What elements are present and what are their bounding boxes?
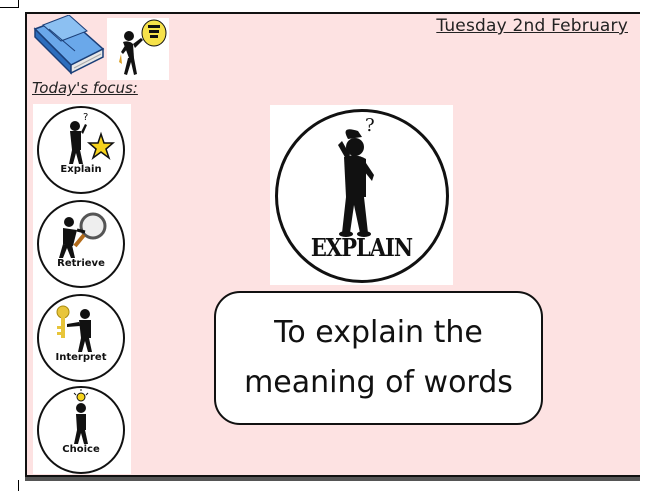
skill-choice (37, 386, 125, 474)
lesson-date: Tuesday 2nd February (436, 16, 628, 36)
magnifier-icon (37, 200, 125, 288)
svg-text:?: ? (365, 115, 375, 136)
skill-label: Retrieve (57, 258, 105, 269)
slide (25, 12, 640, 477)
skill-retrieve (37, 200, 125, 288)
book-icon (29, 15, 107, 79)
corner-mark-horizontal (0, 7, 18, 8)
key-icon (37, 294, 125, 382)
skills-strip (33, 104, 131, 474)
skill-label: Interpret (55, 352, 107, 363)
skill-interpret (37, 294, 125, 382)
todays-focus-label: Today's focus: (32, 79, 138, 97)
corner-mark-vertical (18, 0, 19, 8)
objective-line-1: To explain the (274, 315, 483, 350)
skill-label: Choice (62, 444, 100, 455)
svg-text:?: ? (83, 112, 89, 123)
skill-explain (37, 106, 125, 194)
learning-objective (214, 291, 543, 425)
thinker-star-icon (37, 106, 125, 194)
lightbulb-icon (37, 386, 125, 474)
explain-hero (270, 105, 453, 285)
explain-title: EXPLAIN (310, 233, 413, 262)
skill-label: Explain (60, 164, 102, 175)
corner-mark-bottom (18, 480, 19, 491)
thinker-badge (107, 18, 169, 80)
thinker-icon (107, 18, 169, 80)
objective-line-2: meaning of words (244, 365, 513, 400)
